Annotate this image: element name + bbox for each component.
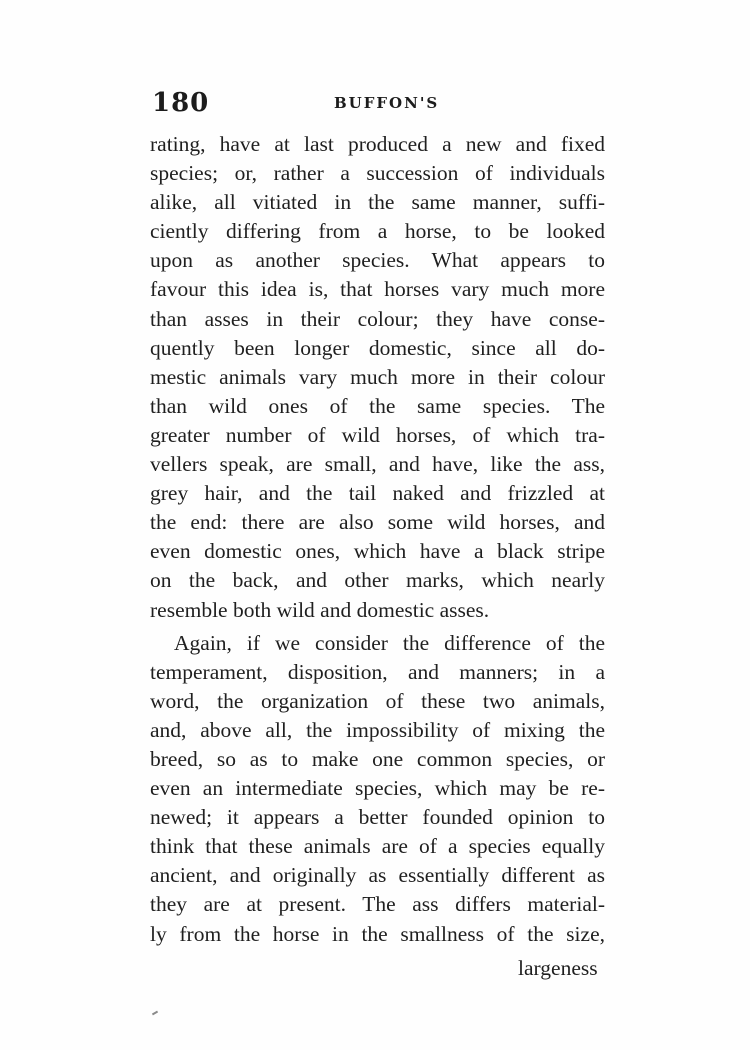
text-line: favour this idea is, that horses vary much more	[150, 277, 605, 302]
text-line: than asses in their colour; they have conse-	[150, 306, 605, 331]
text-line: quently been longer domestic, since all do-	[150, 335, 605, 360]
running-head: BUFFON'S	[334, 94, 440, 112]
text-line: mestic animals vary much more in their colour	[150, 364, 605, 389]
page-header	[152, 86, 607, 126]
body-text	[150, 130, 605, 949]
text-line: ciently differing from a horse, to be looked	[150, 219, 605, 244]
text-line: grey hair, and the tail naked and frizzled at	[150, 481, 605, 506]
text-line: alike, all vitiated in the same manner, suffi-	[150, 190, 605, 215]
text-line: Again, if we consider the difference of the	[174, 630, 605, 655]
text-line: and, above all, the impossibility of mixing the	[150, 717, 605, 742]
text-line: rating, have at last produced a new and fixed	[150, 132, 605, 156]
text-line: than wild ones of the same species. The	[150, 393, 605, 418]
text-line: even an intermediate species, which may be re-	[150, 776, 605, 801]
text-line: they are at present. The ass differs material-	[150, 892, 605, 917]
text-line: breed, so as to make one common species, or	[150, 746, 605, 771]
text-line: temperament, disposition, and manners; in a	[150, 659, 605, 684]
text-line: the end: there are also some wild horses, and	[150, 510, 605, 535]
text-line: species; or, rather a succession of individuals	[150, 161, 605, 186]
catchword: largeness	[518, 956, 598, 980]
text-line: upon as another species. What appears to	[150, 248, 605, 273]
text-line: newed; it appears a better founded opinion to	[150, 805, 605, 830]
text-line: on the back, and other marks, which nearly	[150, 568, 605, 593]
paper-speck	[152, 1011, 158, 1016]
paragraph-2	[150, 629, 605, 949]
text-line: even domestic ones, which have a black stripe	[150, 539, 605, 564]
paragraph-1	[150, 130, 605, 625]
text-line: ancient, and originally as essentially different as	[150, 863, 605, 888]
text-line: think that these animals are of a species equally	[150, 834, 605, 859]
text-line: vellers speak, are small, and have, like the ass,	[150, 452, 605, 477]
text-line: ly from the horse in the smallness of the size,	[150, 921, 605, 946]
text-line: resemble both wild and domestic asses.	[150, 597, 490, 622]
text-line: word, the organization of these two animals,	[150, 688, 605, 713]
text-line: greater number of wild horses, of which tra-	[150, 422, 605, 447]
page-number: 180	[152, 88, 210, 118]
